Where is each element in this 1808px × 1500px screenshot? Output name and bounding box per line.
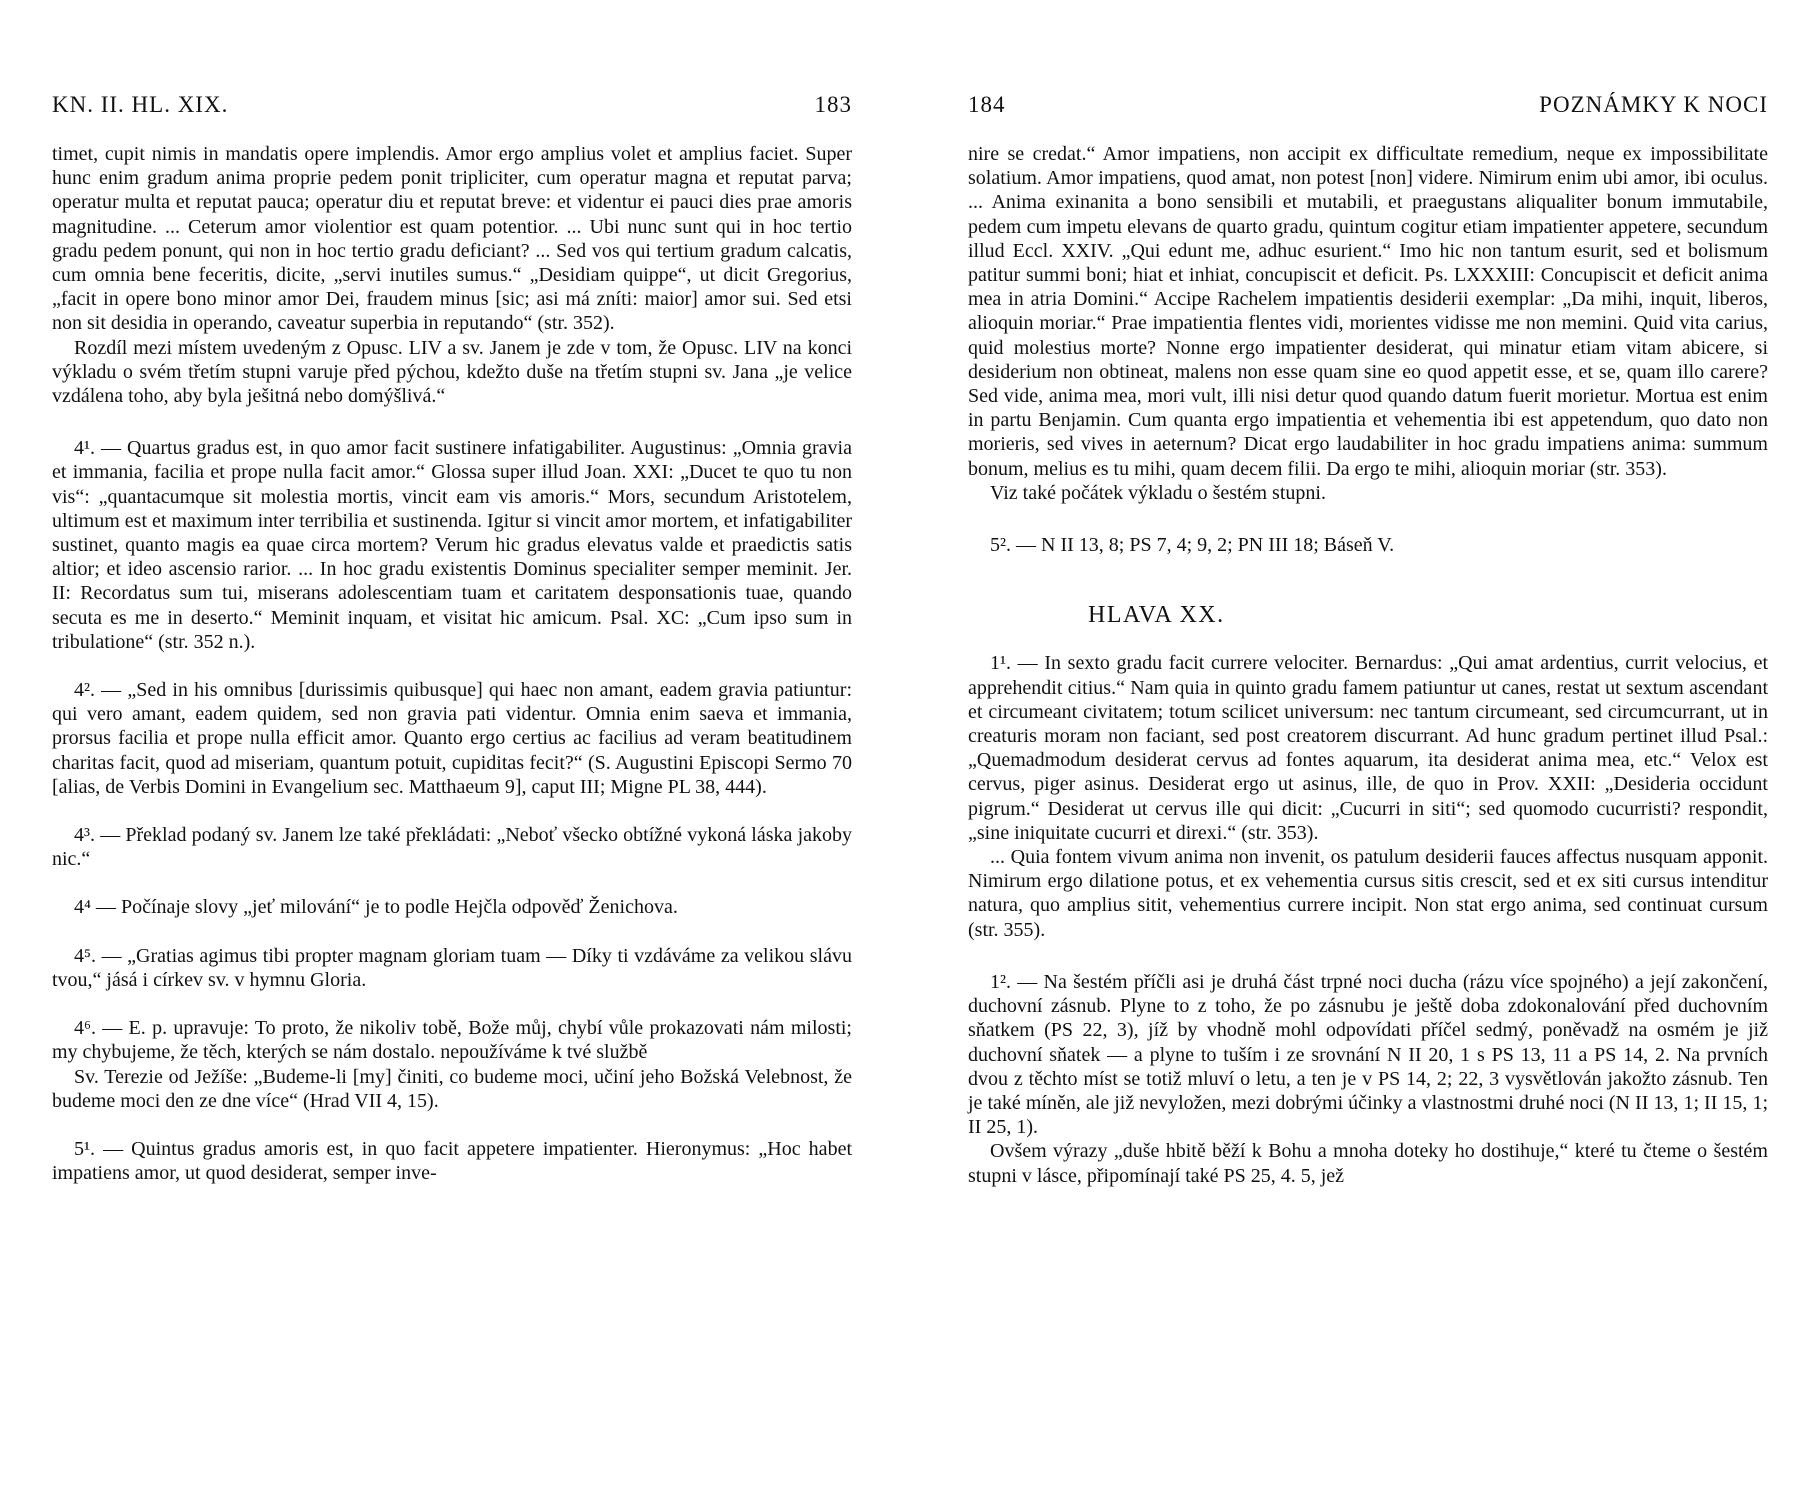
note-paragraph: 4⁶. — E. p. upravuje: To proto, že nikoliv tobě, Bože můj, chybí vůle prokazovati nám milosti; my chybujeme, že těch, kterých se nám dostalo. nepoužíváme k tvé službě bbox=[52, 1017, 852, 1064]
right-page-body bbox=[968, 142, 1768, 1188]
note-paragraph: 5¹. — Quintus gradus amoris est, in quo facit appetere impatienter. Hieronymus: „Hoc habet impatiens amor, ut quod desiderat, semper inve- bbox=[52, 1137, 852, 1185]
note-paragraph: 4⁵. — „Gratias agimus tibi propter magnam gloriam tuam — Díky ti vzdáváme za velikou slávu tvou,“ jásá i církev sv. v hymnu Gloria. bbox=[52, 944, 852, 991]
left-page bbox=[52, 0, 852, 1500]
running-head-left bbox=[52, 92, 852, 126]
note-paragraph: 4³. — Překlad podaný sv. Janem lze také překládati: „Neboť všecko obtížné vykoná láska jakoby nic.“ bbox=[52, 824, 852, 871]
paragraph: nire se credat.“ Amor impatiens, non accipit ex difficultate remedium, neque ex impossibilitate solatium. Amor impatiens, quod amat, non potest [non] videre. Nimirum enim ubi amor, ibi oculus. ... Anima exinanita a bono sensibili et mutabili, et praegustans aliqualiter bonum immutabile, pedem cum impetu elevans de quarto gradu, quintum cogitur etiam impatienter appetere, secundum illud Eccl. XXIV. „Qui edunt me, adhuc esurient.“ Imo hic non tantum esurit, sed et bolismum patitur summi boni; hiat et inhiat, concupiscit et deficit. Ps. LXXXIII: Concupiscit et deficit anima mea in atria Domini.“ Accipe Rachelem impatientis desiderii exemplar: „Da mihi, inquit, liberos, alioquin moriar.“ Prae impatientia flentes vidi, morientes vidisse me non memini. Quid vita carius, quid molestius morte? Nonne ergo impatienter desiderat, qui minatur etiam vitam abicere, si desiderium non obtineat, malens non esse quam sine eo quod appetit esse, et se, quam illo carere? Sed vide, anima mea, mori vult, illi nisi detur quod quando datum fuerit morietur. Mortua est enim in partu Benjamin. Cum quanta ergo impatientia et vehementia ibi est appetendum, quo dato non morieris, sed vives in aeternum? Dicat ergo laudabiliter in hoc gradu impatiens anima: summum bonum, melius es tu mihi, quam decem filii. Da ergo te mihi, alioquin moriar (str. 353). bbox=[968, 143, 1768, 480]
paragraph: Ovšem výrazy „duše hbitě běží k Bohu a mnoha doteky ho dostihuje,“ které tu čteme o šestém stupni v lásce, připomínají také PS 25, 4. 5, jež bbox=[968, 1140, 1768, 1187]
chapter-reference: KN. II. HL. XIX. bbox=[52, 92, 229, 117]
paragraph: Viz také počátek výkladu o šestém stupni. bbox=[990, 481, 1326, 504]
note-paragraph: 4⁴ — Počínaje slovy „jeť milování“ je to podle Hejčla odpověď Ženichova. bbox=[74, 896, 678, 919]
book-section-title: POZNÁMKY K NOCI bbox=[1539, 92, 1768, 117]
note-paragraph: 4¹. — Quartus gradus est, in quo amor facit sustinere infatigabiliter. Augustinus: „Omnia gravia et immania, facilia et prope nulla facit amor.“ Glossa super illud Joan. XXI: „Ducet te quo tu non vis“: „quantacumque sit molestia mortis, vincit eam vis amoris.“ Mors, secundum Aristotelem, ultimum est et maximum inter terribilia et sustinenda. Igitur si vincit amor mortem, et infatigabiliter sustinet, quanto magis ea quae circa mortem? Verum hic gradus elevatus valde et praedictis satis altior; et ideo ascensio rarior. ... In hoc gradu existentis Dominus specialiter semper meminit. Jer. II: Recordatus sum tui, miserans adolescentiam tuam et caritatem desponsationis tuae, quando secuta es me in deserto.“ Meminit inquam, et visitat hic amicum. Psal. XC: „Cum ipso sum in tribulatione“ (str. 352 n.). bbox=[52, 437, 852, 653]
running-head-right bbox=[968, 92, 1768, 126]
note-paragraph: 1¹. — In sexto gradu facit currere velociter. Bernardus: „Qui amat ardentius, currit velocius, et apprehendit citius.“ Nam quia in quinto gradu famem patiuntur ut canes, restat ut sextum ascendant et circumeant civitatem; totum scilicet universum: nec tantum circumeant, sed circumcurrant, ut in creaturis moram non faciant, sed post creatorem discurrant. Ad hunc gradum pertinet illud Psal.: „Quemadmodum desiderat cervus ad fontes aquarum, ita desiderat anima mea, etc.“ Velox est cervus, piger asinus. Desiderat ergo ut asinus, ille, de quo in Prov. XXII: „Desideria occidunt pigrum.“ Desiderat ut cervus ille qui dicit: „Cucurri in siti“; sed quomodo cucurristi? respondit, „sine iniquitate cucurri et direxi.“ (str. 353). bbox=[968, 652, 1768, 844]
note-paragraph: 5². — N II 13, 8; PS 7, 4; 9, 2; PN III 18; Báseň V. bbox=[990, 534, 1395, 557]
paragraph: ... Quia fontem vivum anima non invenit, os patulum desiderii fauces affectus nusquam apponit. Nimirum ergo dilatione potus, et ex vehementia cursus sitis crescit, sed et ex siti cursus intenditur natura, quo amplius sitit, vehementius currere incipit. Non stat ergo anima, sed continuat cursum (str. 355). bbox=[968, 846, 1768, 941]
note-paragraph: 4². — „Sed in his omnibus [durissimis quibusque] qui haec non amant, eadem gravia patiuntur: qui vero amant, eadem quidem, sed non gravia pati videntur. Omnia enim saeva et immania, prorsus facilia et prope nulla efficit amor. Quanto ergo certius ac facilius ad veram beatitudinem charitas facit, quod ad miseriam, quantum potuit, cupiditas fecit?“ (S. Augustini Episcopi Sermo 70 [alias, de Verbis Domini in Evangelium sec. Matthaeum 9], caput III; Migne PL 38, 444). bbox=[52, 679, 852, 798]
paragraph: Sv. Terezie od Ježíše: „Budeme-li [my] činiti, co budeme moci, učiní jeho Božská Velebnost, že budeme moci den ze dne více“ (Hrad VII 4, 15). bbox=[52, 1065, 852, 1112]
page-number-left: 183 bbox=[814, 92, 852, 117]
chapter-heading: HLAVA XX. bbox=[1088, 602, 1225, 629]
paragraph: Rozdíl mezi místem uvedeným z Opusc. LIV a sv. Janem je zde v tom, že Opusc. LIV na konci výkladu o svém třetím stupni varuje před pýchou, kdežto duše na třetím stupni sv. Jana „je velice vzdálena toho, aby byla ješitná nebo domýšlivá.“ bbox=[52, 336, 852, 408]
left-page-body bbox=[52, 142, 852, 1185]
paragraph: timet, cupit nimis in mandatis opere implendis. Amor ergo amplius volet et amplius faciet. Super hunc enim gradum anima proprie pedem ponit tripliciter, cum operatur magna et reputat parva; operatur multa et reputat pauca; operatur diu et reputat breve: et videntur ei pauci dies prae amoris magnitudine. ... Ceterum amor violentior est quam potentior. ... Ubi nunc sunt qui in hoc tertio gradu pedem ponunt, qui non in hoc tertio gradu deficiant? ... Sed vos qui tertium gradum calcatis, cum omnia bene feceritis, dicite, „servi inutiles sumus.“ „Desidiam quippe“, ut dicit Gregorius, „facit in opere bono minor amor Dei, fraudem minus [sic; asi má zníti: maior] amor sui. Sed etsi non sit desidia in operando, caveatur superbia in reputando“ (str. 352). bbox=[52, 143, 852, 335]
page-number-right: 184 bbox=[968, 92, 1006, 117]
right-page bbox=[968, 0, 1768, 1500]
note-paragraph: 1². — Na šestém příčli asi je druhá část trpné noci ducha (rázu více spojného) a její zakončení, duchovní zásnub. Plyne to z toho, že po zásnubu je ještě doba zdokonalování před duchovním sňatkem (PS 22, 3), jíž by vhodně mohl odpovídati příčel sedmý, poněvadž na osmém je již duchovní sňatek — a plyne to tuším i ze srovnání N II 20, 1 s PS 13, 11 a PS 14, 2. Na prvních dvou z těchto míst se totiž mluví o letu, a ten je v PS 14, 2; 22, 3 vysvětlován jakožto zásnub. Ten je také míněn, ale již nevyložen, mezi dobrými účinky a vlastnostmi druhé noci (N II 13, 1; II 15, 1; II 25, 1). bbox=[968, 970, 1768, 1139]
